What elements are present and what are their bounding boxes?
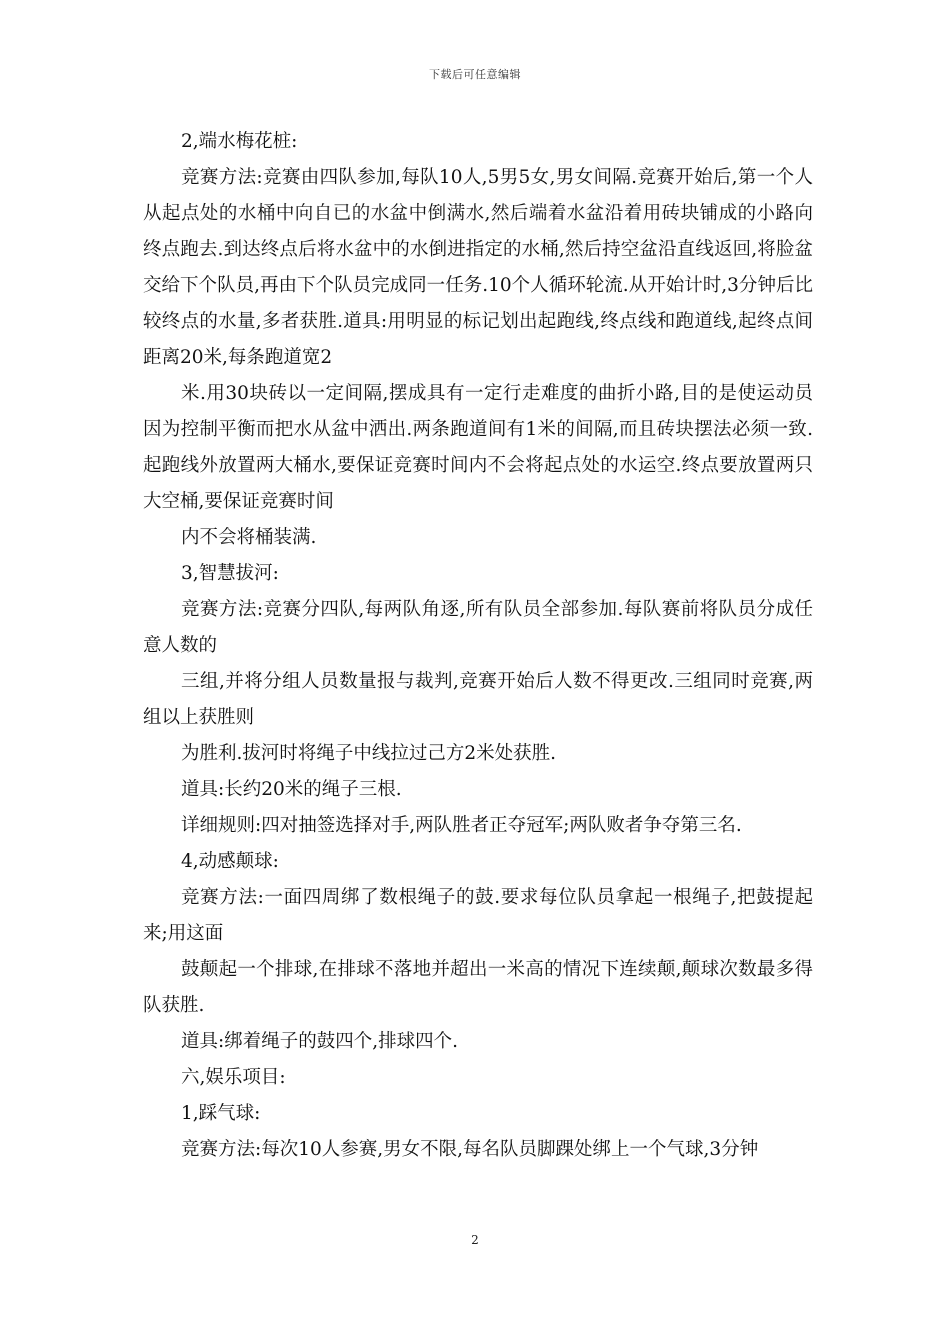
- paragraph: 详细规则:四对抽签选择对手,两队胜者正夺冠军;两队败者争夺第三名.: [181, 815, 742, 836]
- paragraph: 竞赛方法:竞赛分四队,每两队角逐,所有队员全部参加.每队赛前将队员分成任意人数的: [143, 599, 813, 656]
- paragraph: 2,端水梅花桩:: [181, 131, 298, 152]
- paragraph: 道具:绑着绳子的鼓四个,排球四个.: [181, 1031, 458, 1052]
- paragraph: 竞赛方法:竞赛由四队参加,每队10人,5男5女,男女间隔.竞赛开始后,第一个人从起点处的水桶中向自已的水盆中倒满水,然后端着水盆沿着用砖块铺成的小路向终点跑去.到达终点后将水盆中的水倒进指定的水桶,然后持空盆沿直线返回,将脸盆交给下个队员,再由下个队员完成同一任务.10个人循环轮流.从开始计时,3分钟后比较终点的水量,多者获胜.道具:用明显的标记划出起跑线,终点线和跑道线,起终点间距离20米,每条跑道宽2: [143, 167, 813, 368]
- paragraph: 1,踩气球:: [181, 1103, 261, 1124]
- paragraph: 为胜利.拔河时将绳子中线拉过己方2米处获胜.: [181, 743, 557, 764]
- paragraph: 竞赛方法:每次10人参赛,男女不限,每名队员脚踝处绑上一个气球,3分钟: [181, 1139, 759, 1160]
- page-number: 2: [471, 1233, 479, 1247]
- paragraph: 米.用30块砖以一定间隔,摆成具有一定行走难度的曲折小路,目的是使运动员因为控制平衡而把水从盆中洒出.两条跑道间有1米的间隔,而且砖块摆法必须一致.起跑线外放置两大桶水,要保证竞赛时间内不会将起点处的水运空.终点要放置两只大空桶,要保证竞赛时间: [143, 383, 813, 512]
- paragraph: 鼓颠起一个排球,在排球不落地并超出一米高的情况下连续颠,颠球次数最多得队获胜.: [143, 959, 813, 1016]
- paragraph: 4,动感颠球:: [181, 851, 279, 872]
- paragraph: 竞赛方法:一面四周绑了数根绳子的鼓.要求每位队员拿起一根绳子,把鼓提起来;用这面: [143, 887, 813, 944]
- paragraph: 道具:长约20米的绳子三根.: [181, 779, 402, 800]
- paragraph: 三组,并将分组人员数量报与裁判,竞赛开始后人数不得更改.三组同时竞赛,两组以上获胜则: [143, 671, 813, 728]
- paragraph: 内不会将桶装满.: [181, 527, 317, 548]
- page-header: 下载后可任意编辑: [429, 68, 521, 81]
- document-body: [143, 124, 813, 1168]
- paragraph: 六,娱乐项目:: [181, 1067, 286, 1088]
- paragraph: 3,智慧拔河:: [181, 563, 279, 584]
